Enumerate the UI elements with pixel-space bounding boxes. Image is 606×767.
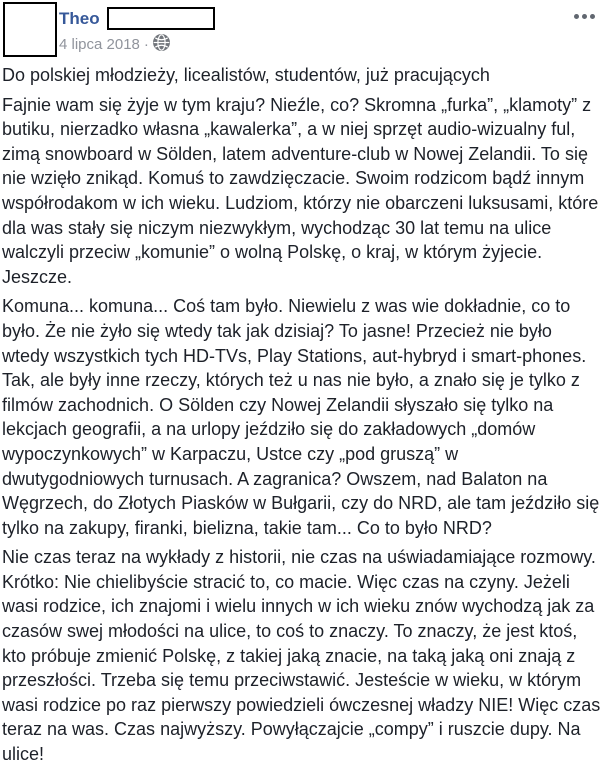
ellipsis-icon	[582, 14, 587, 19]
ellipsis-icon	[574, 14, 579, 19]
post-paragraph-3: Komuna... komuna... Coś tam było. Niewielu z was wie dokładnie, co to było. Że nie żyło się wtedy tak jak dzisiaj? To jasne! Przecież nie było wtedy wszystkich tych HD-TVs, Play Stations, aut-hybryd i smart-phones. Tak, ale były inne rzeczy, których też u nas nie było, a znało się je tylko z filmów zachodnich. O Sölden czy Nowej Zelandii słyszało się tylko na lekcjach geografii, a na urlopy jeździło się do zakładowych „domów wypoczynkowych” w Karpaczu, Ustce czy „pod gruszą” w dwutygodniowych turnusach. A zagranica? Owszem, nad Balaton na Węgrzech, do Złotych Piasków w Bułgarii, czy do NRD, ale tam jeździło się tylko na zakupy, firanki, bielizna, takie tam... Co to było NRD?	[2, 296, 600, 538]
post-timestamp[interactable]: 4 lipca 2018	[59, 35, 140, 53]
meta-row	[59, 34, 215, 54]
header-info	[59, 6, 215, 54]
post-paragraph-2: Fajnie wam się żyje w tym kraju? Nieźle, co? Skromna „furka”, „klamoty” z butiku, nierzadko własna „kawalerka”, a w niej sprzęt audio-wizualny ful, zimą snowboard w Sölden, latem adventure-club w Nowej Zelandii. To się nie wzięło znikąd. Komuś to zawdzięczacie. Swoim rodzicom bądź innym współrodakom w ich wieku. Ludziom, którzy nie obarczeni luksusami, które dla was stały się niczym niezwykłym, wychodząc 30 lat temu na ulice walczyli przeciw „komunie” o wolną Polskę, o kraj, w którym żyjecie. Jeszcze.	[2, 94, 599, 287]
post-header	[0, 0, 606, 58]
meta-separator: ·	[143, 35, 149, 53]
ellipsis-icon	[590, 14, 595, 19]
avatar[interactable]	[3, 2, 57, 57]
post-body	[0, 58, 606, 767]
author-row	[59, 6, 215, 30]
globe-icon	[153, 34, 170, 54]
post-menu-button[interactable]	[572, 12, 597, 21]
post-paragraph-1: Do polskiej młodzieży, licealistów, studentów, już pracujących	[2, 65, 490, 85]
post-paragraph-4: Nie czas teraz na wykłady z historii, nie czas na uświadamiające rozmowy. Krótko: Nie chielibyście stracić to, co macie. Więc czas na czyny. Jeżeli wasi rodzice, ich znajomi i wielu innych w ich wieku znów wychodzą jak za czasów swej młodości na ulice, to coś to znaczy. To znaczy, że jest ktoś, kto próbuje zmienić Polskę, z takiej jaką znacie, na taką jaką oni znają z przeszłości. Trzeba się temu przeciwstawić. Jesteście w wieku, w którym wasi rodzice po raz pierwszy powiedzieli ówczesnej władzy NIE! Więc czas teraz na was. Czas najwyższy. Powyłączajcie „compy” i ruszcie dupy. Na ulice!	[2, 547, 601, 765]
author-surname-redaction-box	[107, 7, 215, 30]
author-name-link[interactable]: Theo	[59, 8, 100, 28]
